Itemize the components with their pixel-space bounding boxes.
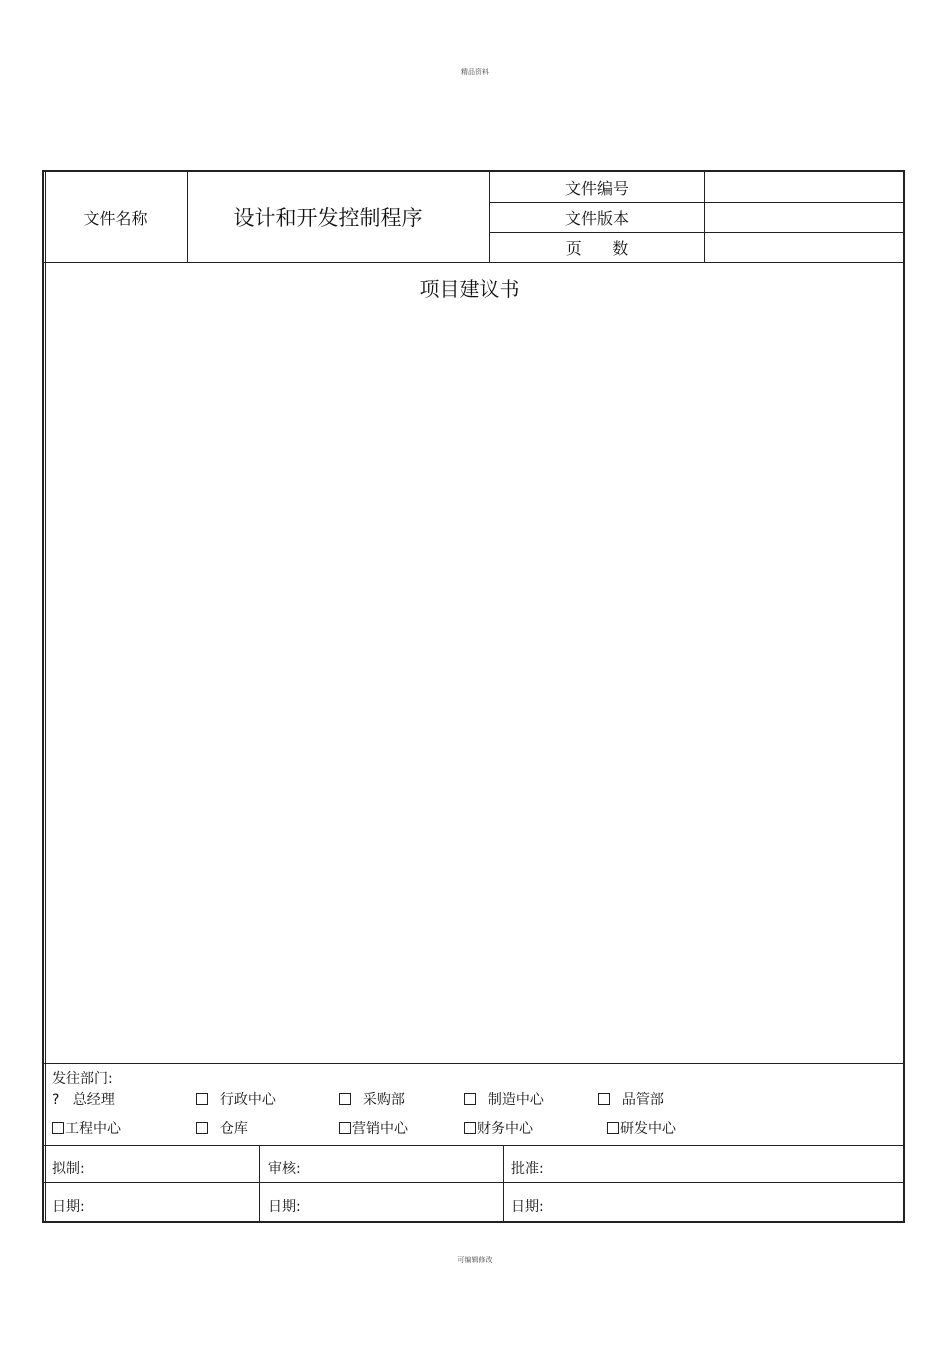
- reviewed-by-label[interactable]: 审核:: [268, 1161, 301, 1177]
- dist-label: 工程中心: [65, 1121, 121, 1137]
- dist-label: 采购部: [362, 1092, 405, 1108]
- dist-admin-center[interactable]: [196, 1089, 276, 1109]
- checkbox-icon[interactable]: [339, 1122, 351, 1134]
- checkbox-icon[interactable]: [196, 1093, 208, 1105]
- dist-label: 仓库: [219, 1121, 248, 1137]
- dist-warehouse[interactable]: [196, 1118, 248, 1138]
- dist-label: 总经理: [72, 1092, 115, 1108]
- watermark-top: 精品资料: [461, 68, 489, 76]
- checkbox-icon[interactable]: [196, 1122, 208, 1134]
- question-mark-icon: ?: [52, 1092, 60, 1108]
- file-version-value[interactable]: [705, 203, 905, 232]
- checkbox-icon[interactable]: [339, 1093, 351, 1105]
- draft-date-label[interactable]: 日期:: [52, 1199, 85, 1215]
- header-bottom-line: [44, 262, 905, 263]
- dist-label: 制造中心: [487, 1092, 544, 1108]
- checkbox-icon[interactable]: [52, 1122, 64, 1134]
- checkbox-icon[interactable]: [464, 1122, 476, 1134]
- watermark-bottom: 可编辑修改: [457, 1256, 493, 1264]
- dist-label: 研发中心: [620, 1121, 676, 1137]
- document-form: [42, 170, 905, 1223]
- dist-general-manager[interactable]: [52, 1089, 115, 1109]
- file-number-label: 文件编号: [564, 178, 629, 198]
- dist-quality[interactable]: [598, 1089, 664, 1109]
- signoff-divider-1: [259, 1145, 260, 1223]
- checkbox-icon[interactable]: [607, 1122, 619, 1134]
- dist-label: 品管部: [621, 1092, 664, 1108]
- dist-label: 财务中心: [477, 1121, 533, 1137]
- dist-marketing[interactable]: [339, 1118, 408, 1138]
- distribution-top-line: [44, 1063, 905, 1064]
- file-name-label: 文件名称: [83, 208, 148, 228]
- review-date-label[interactable]: 日期:: [268, 1199, 301, 1215]
- signoff-divider-2: [503, 1145, 504, 1223]
- distribution-label: 发往部门:: [52, 1071, 113, 1087]
- approve-date-label[interactable]: 日期:: [511, 1199, 544, 1215]
- checkbox-icon[interactable]: [598, 1093, 610, 1105]
- file-number-value[interactable]: [705, 172, 905, 202]
- proposal-content-area[interactable]: [50, 307, 895, 1057]
- dist-finance[interactable]: [464, 1118, 533, 1138]
- document-title: 设计和开发控制程序: [233, 206, 423, 230]
- checkbox-icon[interactable]: [464, 1093, 476, 1105]
- dist-label: 营销中心: [352, 1121, 408, 1137]
- dist-label: 行政中心: [219, 1092, 276, 1108]
- file-version-label: 文件版本: [564, 209, 629, 228]
- dist-manufacturing[interactable]: [464, 1089, 544, 1109]
- section-title: 项目建议书: [419, 276, 520, 301]
- approved-by-label[interactable]: 批准:: [511, 1161, 544, 1177]
- dist-engineering[interactable]: [52, 1118, 121, 1138]
- page-count-value[interactable]: [705, 233, 905, 262]
- page-count-label: 页 数: [565, 239, 629, 258]
- drafted-by-label[interactable]: 拟制:: [52, 1161, 85, 1177]
- signoff-mid-line: [44, 1182, 905, 1183]
- dist-rnd[interactable]: [607, 1118, 676, 1138]
- dist-purchasing[interactable]: [339, 1089, 405, 1109]
- signoff-top-line: [44, 1145, 905, 1146]
